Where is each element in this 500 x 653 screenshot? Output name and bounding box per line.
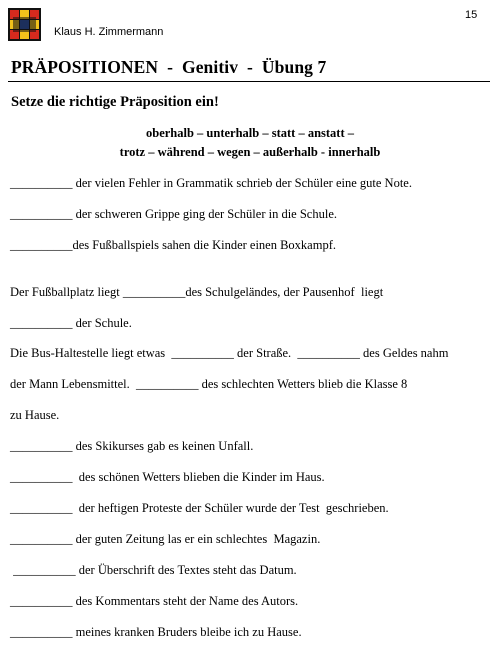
word-bank-line-1: oberhalb – unterhalb – statt – anstatt – <box>146 126 354 140</box>
exercise-line-1: __________ der vielen Fehler in Grammatik schrieb der Schüler eine gute Note. <box>10 176 412 190</box>
title-divider <box>8 81 490 82</box>
author-name: Klaus H. Zimmermann <box>54 26 164 38</box>
exercise-line-3: __________des Fußballspiels sahen die Kinder einen Boxkampf. <box>10 238 336 252</box>
exercise-line-5: __________ der Schule. <box>10 316 132 330</box>
exercise-line-15: __________ meines kranken Bruders bleibe ich zu Hause. <box>10 625 302 639</box>
exercise-line-9: __________ des Skikurses gab es keinen Unfall. <box>10 439 254 453</box>
exercise-line-11: __________ der heftigen Proteste der Schüler wurde der Test geschrieben. <box>10 501 389 515</box>
exercise-line-7: der Mann Lebensmittel. __________ des schlechten Wetters blieb die Klasse 8 <box>10 377 408 391</box>
exercise-line-14: __________ des Kommentars steht der Name des Autors. <box>10 594 299 608</box>
daf-logo-icon <box>8 8 41 41</box>
exercise-line-13: __________ der Überschrift des Textes steht das Datum. <box>10 563 297 577</box>
page-number: 15 <box>465 9 478 21</box>
exercise-line-8: zu Hause. <box>10 408 60 422</box>
exercise-line-2: __________ der schweren Grippe ging der Schüler in die Schule. <box>10 207 338 221</box>
word-bank-line-2: trotz – während – wegen – außerhalb - innerhalb <box>119 145 381 159</box>
exercise-instruction: Setze die richtige Präposition ein! <box>11 94 219 110</box>
exercise-line-12: __________ der guten Zeitung las er ein schlechtes Magazin. <box>10 532 321 546</box>
exercise-line-6: Die Bus-Haltestelle liegt etwas __________ der Straße. __________ des Geldes nahm <box>10 346 449 360</box>
exercise-line-4: Der Fußballplatz liegt __________des Schulgeländes, der Pausenhof liegt <box>10 285 384 299</box>
exercise-line-10: __________ des schönen Wetters blieben die Kinder im Haus. <box>10 470 325 484</box>
page-title: PRÄPOSITIONEN - Genitiv - Übung 7 <box>11 57 327 77</box>
